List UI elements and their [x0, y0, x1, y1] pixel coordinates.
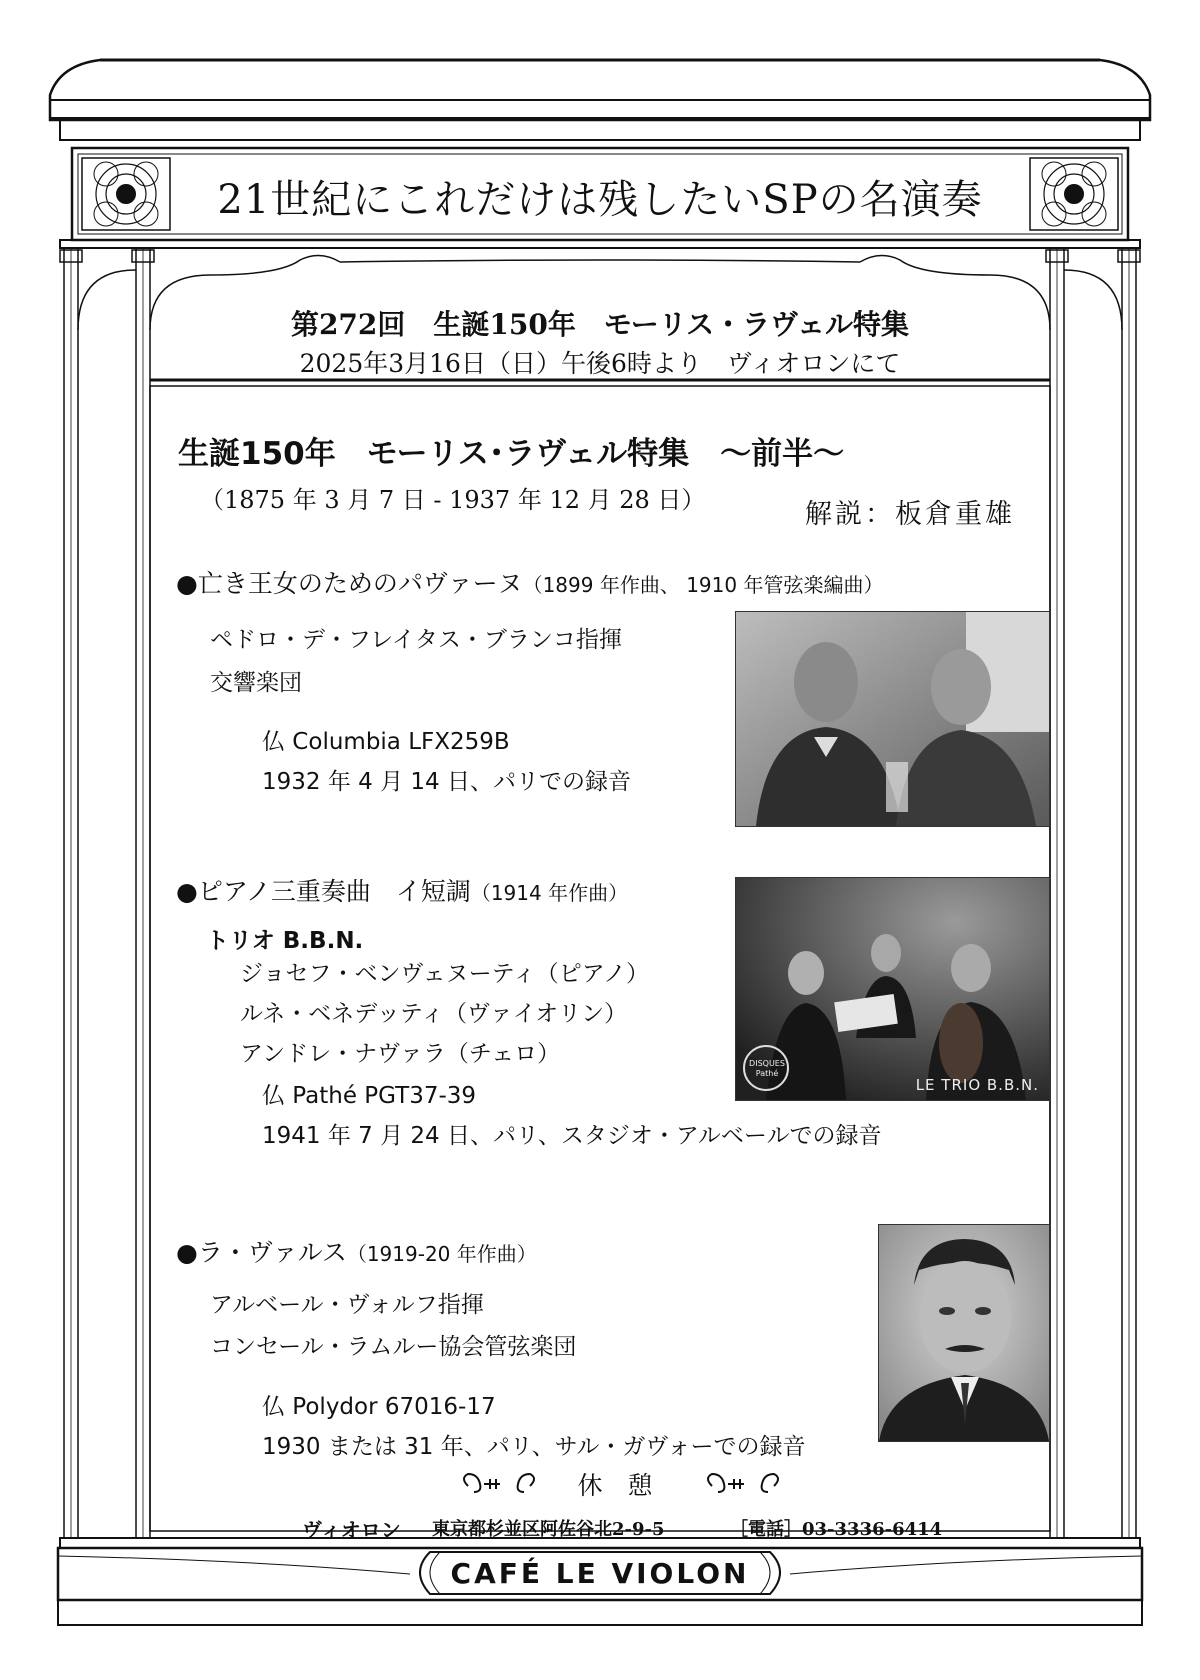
- program-title: 生誕150年 モーリス･ラヴェル特集 ～前半～: [178, 436, 845, 472]
- series-title: 21世紀にこれだけは残したいSPの名演奏: [217, 177, 983, 223]
- item-2-ensemble: トリオ B.B.N.: [206, 928, 364, 954]
- photo-ravel-with-conductor: [735, 611, 1050, 827]
- item-1-label: 仏 Columbia LFX259B: [262, 729, 510, 755]
- item-1-name: ●亡き王女のためのパヴァーヌ: [176, 569, 523, 598]
- item-2-performer-1: ジョセフ・ベンヴェヌーティ（ピアノ）: [240, 961, 649, 987]
- intermission-ornament-left: [464, 1474, 534, 1492]
- item-2-label: 仏 Pathé PGT37-39: [262, 1083, 477, 1109]
- footer-phone: ［電話］03-3336-6414: [730, 1519, 943, 1540]
- intermission: 休 憩: [577, 1471, 653, 1500]
- footer-logo: CAFÉ LE VIOLON: [450, 1557, 750, 1590]
- item-1-note: （1899 年作曲、 1910 年管弦楽編曲）: [522, 573, 884, 597]
- intermission-ornament-right: [708, 1474, 778, 1492]
- item-1-recording: 1932 年 4 月 14 日、パリでの録音: [262, 769, 631, 795]
- photo-trio-logo: DISQUES Pathé: [749, 1059, 785, 1078]
- photo-trio-caption: LE TRIO B.B.N.: [915, 1076, 1039, 1094]
- footer-address: 東京都杉並区阿佐谷北2-9-5: [432, 1519, 665, 1540]
- item-1-title: [176, 564, 883, 600]
- item-2-performer-2: ルネ・ベネデッティ（ヴァイオリン）: [240, 1001, 628, 1027]
- item-2-name: ●ピアノ三重奏曲 イ短調: [176, 877, 471, 906]
- item-2-title: [176, 872, 628, 908]
- item-3-note: （1919-20 年作曲）: [346, 1242, 537, 1266]
- item-1-performer-1: ペドロ・デ・フレイタス・ブランコ指揮: [210, 627, 622, 653]
- commentary: 解説：板倉重雄: [805, 499, 1015, 530]
- left-rosette: [82, 158, 170, 230]
- right-rosette: [1030, 158, 1118, 230]
- session-line: 第272回 生誕150年 モーリス・ラヴェル特集: [290, 308, 910, 341]
- item-2-recording: 1941 年 7 月 24 日、パリ、スタジオ・アルベールでの録音: [262, 1123, 882, 1149]
- item-3-performer-2: コンセール・ラムルー協会管弦楽団: [210, 1334, 577, 1360]
- item-3-recording: 1930 または 31 年、パリ、サル・ガヴォーでの録音: [262, 1434, 806, 1460]
- lifespan: （1875 年 3 月 7 日 - 1937 年 12 月 28 日）: [200, 486, 706, 514]
- item-3-performer-1: アルベール・ヴォルフ指揮: [210, 1292, 484, 1318]
- photo-albert-wolff: [878, 1224, 1050, 1442]
- item-2-note: （1914 年作曲）: [470, 881, 629, 905]
- photo-trio-bbn: [735, 877, 1050, 1101]
- item-3-title: [176, 1233, 537, 1269]
- item-3-label: 仏 Polydor 67016-17: [262, 1394, 496, 1420]
- footer-venue: ヴィオロン: [302, 1518, 401, 1542]
- item-2-performer-3: アンドレ・ナヴァラ（チェロ）: [240, 1041, 561, 1067]
- date-line: 2025年3月16日（日）午後6時より ヴィオロンにて: [299, 349, 901, 378]
- item-3-name: ●ラ・ヴァルス: [176, 1238, 347, 1267]
- item-1-performer-2: 交響楽団: [210, 670, 302, 696]
